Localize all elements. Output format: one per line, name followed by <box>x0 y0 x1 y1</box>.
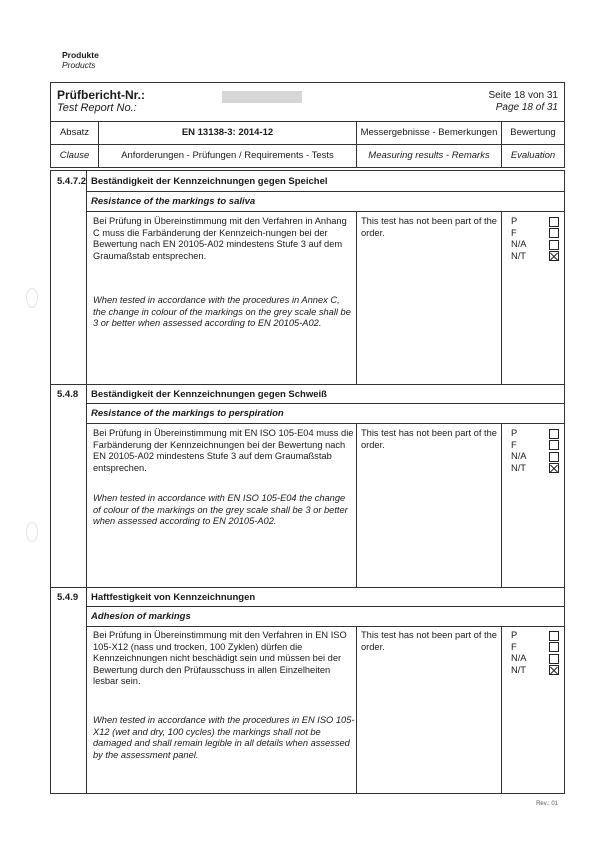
eval-label-p: P <box>511 630 518 640</box>
eval-label-f: F <box>511 227 517 238</box>
clause-number: 5.4.9 <box>57 592 79 603</box>
eval-label-na: N/A <box>511 451 527 462</box>
column-results-en: Measuring results - Remarks <box>368 150 490 161</box>
report-title-de: Prüfbericht-Nr.: <box>57 88 146 102</box>
checkbox-pass[interactable] <box>549 217 559 227</box>
column-clause-en: Clause <box>59 150 90 161</box>
requirements-table <box>50 170 565 794</box>
checkbox-not-applicable[interactable] <box>549 452 559 462</box>
eval-label-f: F <box>511 439 517 450</box>
report-header <box>50 82 565 168</box>
checkbox-fail[interactable] <box>549 228 559 238</box>
column-header-row-de <box>51 122 564 145</box>
checkbox-fail[interactable] <box>549 440 559 450</box>
checkbox-not-tested-checked[interactable] <box>549 251 559 261</box>
requirement-text-en: When tested in accordance with the procedures in EN ISO 105-X12 (wet and dry, 100 cycles) the markings shall not be damaged and shall remain legible in all details when assessed by the assessment panel. <box>93 715 355 760</box>
column-standard: EN 13138-3: 2014-12 <box>181 127 274 138</box>
requirement-text-en: When tested in accordance with EN ISO 105-E04 the change of colour of the markings on the grey scale shall be 3 or better when assessed according to EN 20105-A02. <box>93 493 348 527</box>
result-remark: This test has not been part of the order. <box>361 630 497 652</box>
requirement-text-en: When tested in accordance with the procedures in Annex C, the change in colour of the markings on the grey scale shall be 3 or better when assessed according to EN 20105-A02. <box>93 295 351 329</box>
eval-label-na: N/A <box>511 653 527 664</box>
checkbox-not-applicable[interactable] <box>549 654 559 664</box>
punch-hole <box>26 522 38 542</box>
revision-label: Rev.: 01 <box>536 801 558 807</box>
eval-label-f: F <box>511 641 517 652</box>
checkbox-fail[interactable] <box>549 642 559 652</box>
requirement-text-de: Bei Prüfung in Übereinstimmung mit den Verfahren in Anhang C muss die Farbänderung der Kennzeich-nungen bei der Bewertung nach EN 20105-A02 mindestens Stufe 3 auf dem Graumaßstab entsprechen. <box>93 216 347 261</box>
section-title-de: Beständigkeit der Kennzeichnungen gegen Speichel <box>91 176 328 187</box>
result-remark: This test has not been part of the order. <box>361 428 497 450</box>
report-title-en: Test Report No.: <box>57 102 137 114</box>
checkbox-not-tested-checked[interactable] <box>549 665 559 675</box>
checkbox-pass[interactable] <box>549 631 559 641</box>
checkbox-pass[interactable] <box>549 429 559 439</box>
clause-number: 5.4.7.2 <box>57 176 87 187</box>
eval-label-nt: N/T <box>511 462 526 473</box>
eval-label-na: N/A <box>511 239 527 250</box>
section-title-de: Haftfestigkeit von Kennzeichnungen <box>91 592 256 603</box>
column-clause-de: Absatz <box>59 127 90 138</box>
result-remark: This test has not been part of the order. <box>361 216 497 238</box>
column-eval-de: Bewertung <box>510 127 556 138</box>
column-requirements: Anforderungen - Prüfungen / Requirements - Tests <box>121 150 334 161</box>
punch-hole <box>26 288 38 308</box>
section-title-en: Resistance of the markings to saliva <box>91 196 256 207</box>
eval-label-p: P <box>511 216 518 226</box>
clause-number: 5.4.8 <box>57 389 79 400</box>
page-number-en: Page 18 of 31 <box>495 102 558 113</box>
eval-label-nt: N/T <box>511 664 526 675</box>
column-results-de: Messergebnisse - Bemerkungen <box>360 127 498 138</box>
column-header-row-en <box>51 145 564 167</box>
section-title-de: Beständigkeit der Kennzeichnungen gegen Schweiß <box>91 389 327 400</box>
requirement-text-de: Bei Prüfung in Übereinstimmung mit EN ISO 105-E04 muss die Farbänderung der Kennzeichnungen bei der Bewertung nach EN 20105-A02 mindestens Stufe 3 auf dem Graumaßstab entsprechen. <box>93 428 354 473</box>
page-number-de: Seite 18 von 31 <box>488 90 558 101</box>
page-header-line2: Products <box>62 60 96 70</box>
column-eval-en: Evaluation <box>510 150 556 161</box>
eval-label-nt: N/T <box>511 250 526 261</box>
requirement-text-de: Bei Prüfung in Übereinstimmung mit den Verfahren in EN ISO 105-X12 (nass und trocken, 100 Zyklen) dürfen die Kennzeichnungen nicht beschädigt sein und müssen bei der Bewertung durch den Prüfausschuss in allen Einzelheiten lesbar sein. <box>93 630 347 687</box>
section-title-en: Resistance of the markings to perspiration <box>91 408 284 419</box>
redacted-report-number <box>222 91 302 103</box>
section-title-en: Adhesion of markings <box>91 611 191 622</box>
checkbox-not-tested-checked[interactable] <box>549 463 559 473</box>
page-header-line1: Produkte <box>62 50 99 60</box>
checkbox-not-applicable[interactable] <box>549 240 559 250</box>
eval-label-p: P <box>511 428 518 438</box>
